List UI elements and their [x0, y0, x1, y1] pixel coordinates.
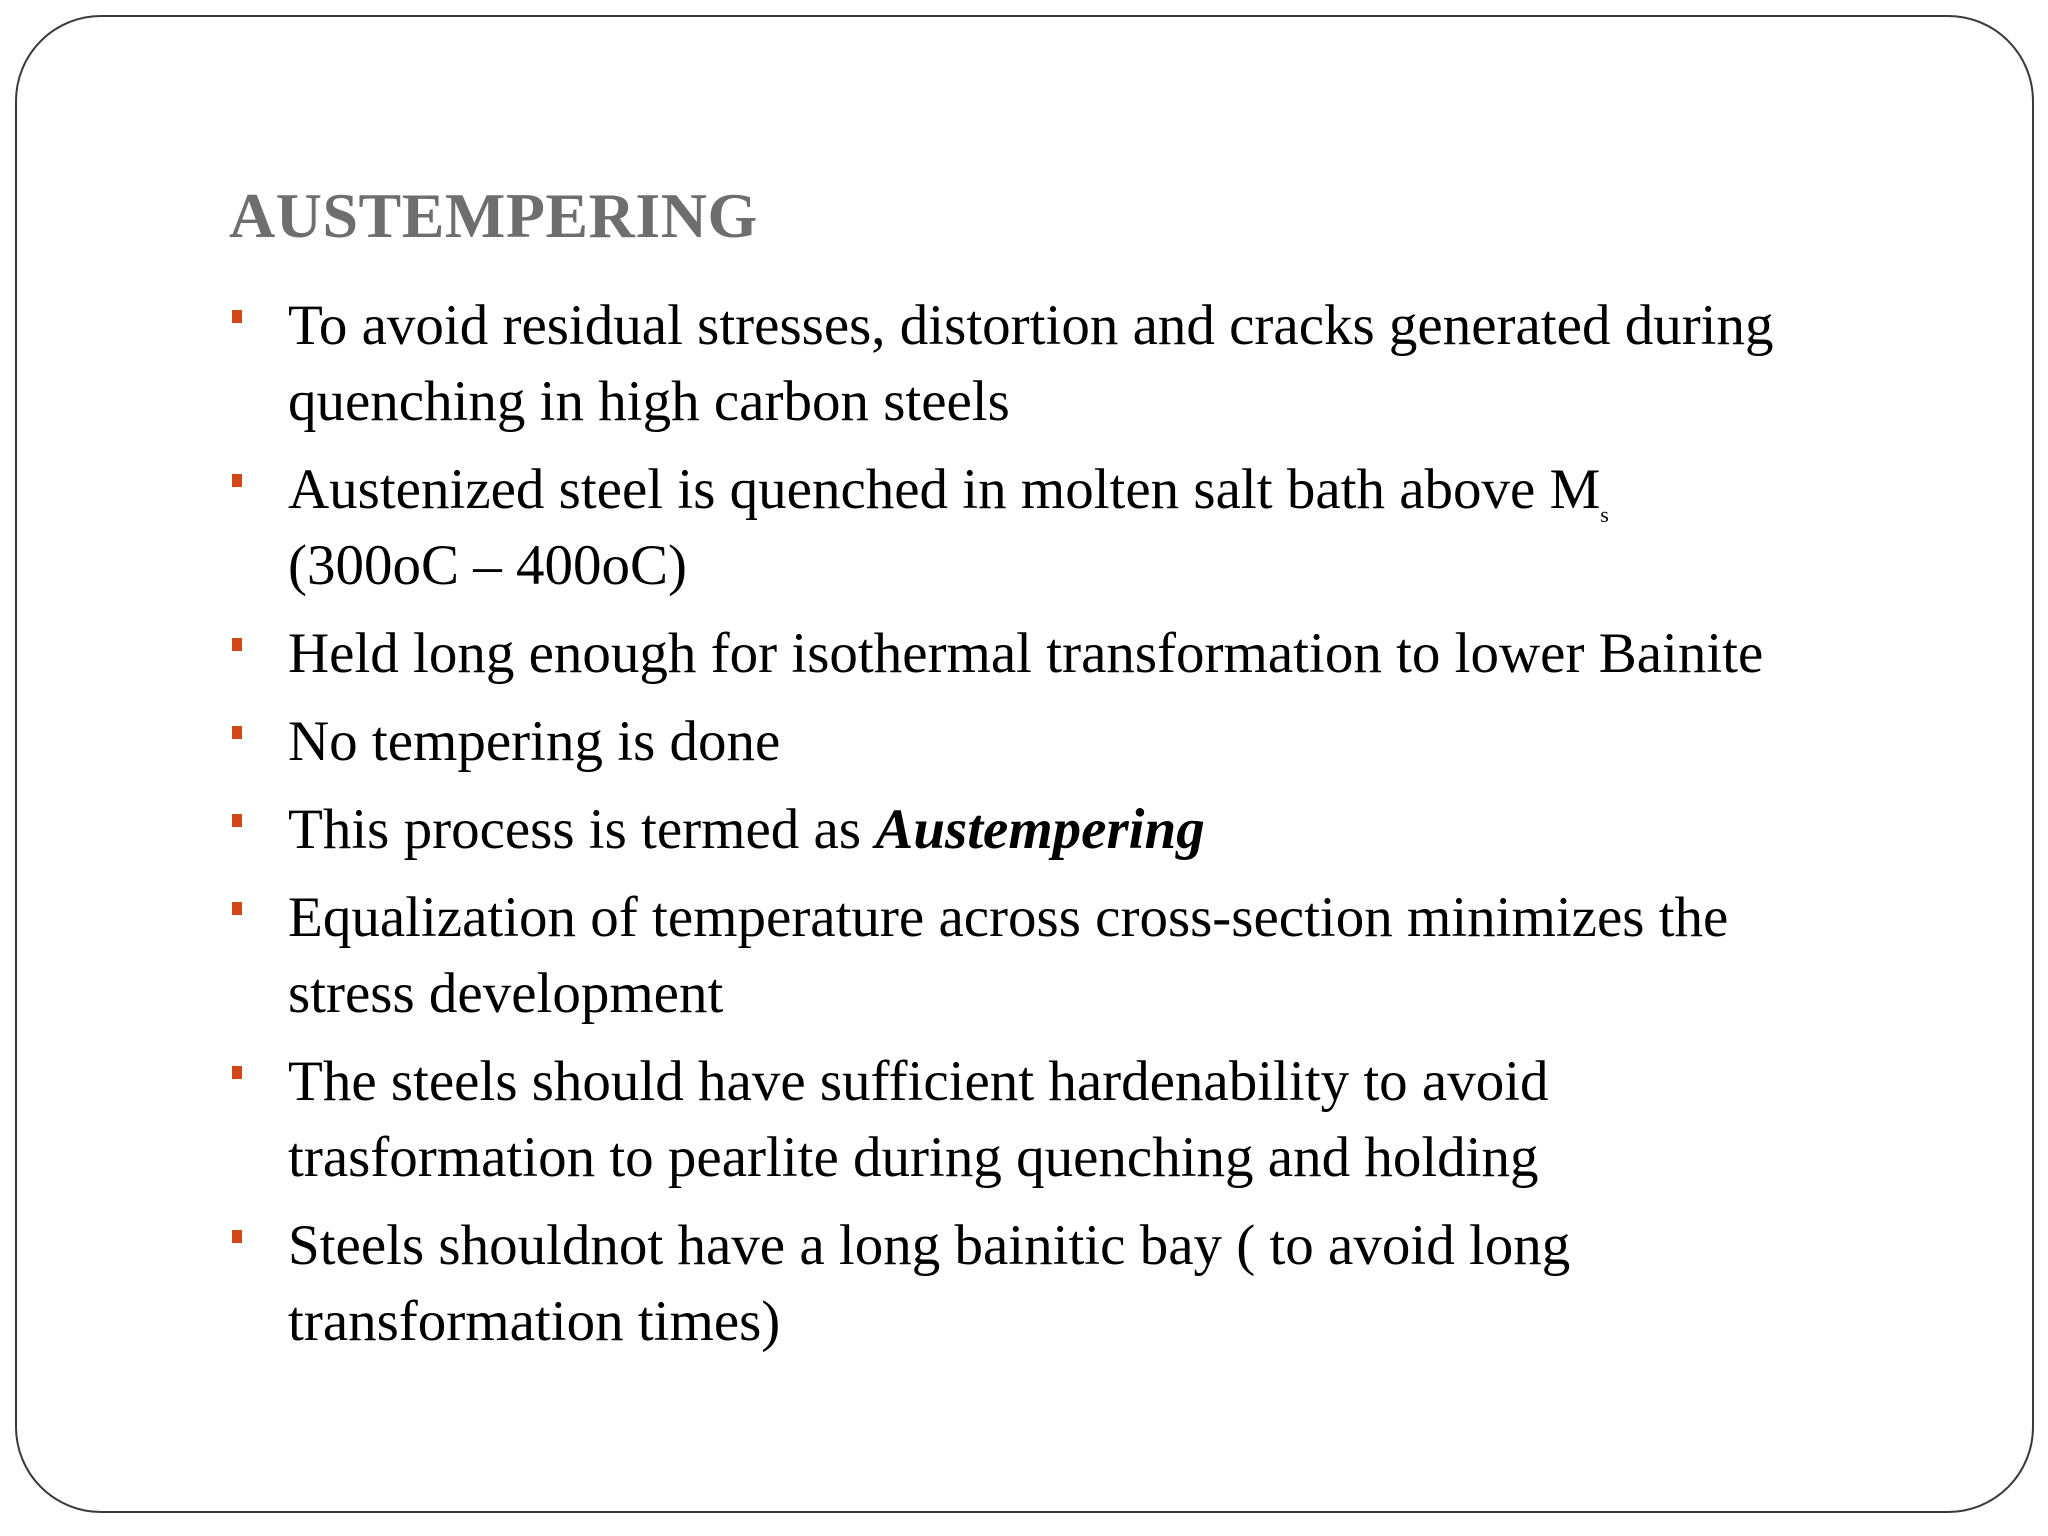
square-bullet-icon — [232, 1230, 242, 1243]
bullet-text: transformation times) — [288, 1290, 781, 1353]
bullet-text: stress development — [288, 962, 724, 1025]
list-item — [229, 792, 1929, 868]
list-item — [229, 452, 1929, 604]
bullet-list — [229, 288, 1929, 1372]
bullet-text: Equalization of temperature across cross-section minimizes the — [288, 886, 1729, 949]
list-item — [229, 704, 1929, 780]
bullet-text: Austenized steel is quenched in molten salt bath above M — [288, 458, 1601, 521]
list-item — [229, 288, 1929, 440]
list-item — [229, 1208, 1929, 1360]
bullet-text: Held long enough for isothermal transformation to lower Bainite — [288, 622, 1764, 685]
bullet-text: quenching in high carbon steels — [288, 370, 1010, 433]
bullet-text: To avoid residual stresses, distortion and cracks generated during — [288, 294, 1774, 357]
square-bullet-icon — [232, 902, 242, 915]
bullet-text: (300oC – 400oC) — [288, 534, 687, 597]
bullet-text: Steels shouldnot have a long bainitic bay ( to avoid long — [288, 1214, 1571, 1277]
list-item — [229, 616, 1929, 692]
bullet-text: This process is termed as — [288, 798, 876, 861]
slide-title: AUSTEMPERING — [229, 180, 758, 251]
list-item — [229, 880, 1929, 1032]
square-bullet-icon — [232, 638, 242, 651]
square-bullet-icon — [232, 726, 242, 739]
bullet-text: No tempering is done — [288, 710, 781, 773]
list-item — [229, 1044, 1929, 1196]
square-bullet-icon — [232, 1066, 242, 1079]
subscript-s: s — [1600, 502, 1609, 527]
bullet-text: trasformation to pearlite during quenching and holding — [288, 1126, 1539, 1189]
square-bullet-icon — [232, 814, 242, 827]
emphasized-term: Austempering — [875, 798, 1205, 861]
bullet-text: The steels should have sufficient hardenability to avoid — [288, 1050, 1549, 1113]
square-bullet-icon — [232, 310, 242, 323]
square-bullet-icon — [232, 474, 242, 487]
